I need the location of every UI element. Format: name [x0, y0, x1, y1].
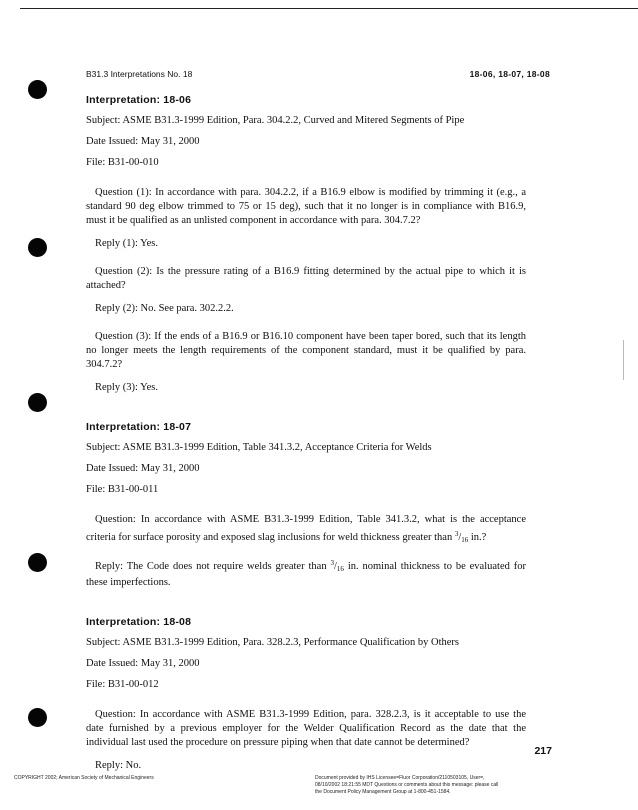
fraction: $^3/_{16}$	[454, 530, 469, 544]
margin-mark	[623, 340, 624, 380]
fraction-numerator: 3	[330, 559, 334, 567]
date-issued: Date Issued: May 31, 2000	[86, 136, 200, 147]
license-notice	[315, 775, 565, 796]
question-end: in.?	[470, 532, 487, 543]
fraction-denominator: 16	[336, 565, 344, 573]
question-1: Question (1): In accordance with para. 304.2.2, if a B16.9 elbow is modified by trimming it (e.g., a standard 90 deg elbow trimmed to 75 or 15 deg), such that it no longer is in compliance with B16.9, must it be qualified as an unlisted component in accordance with para. 304.7.2?	[86, 187, 526, 226]
reply-3: Reply (3): Yes.	[95, 382, 159, 393]
reply: Reply: No.	[95, 760, 142, 771]
reply-text: Reply: The Code does not require welds greater than	[95, 561, 327, 572]
interpretation-heading: Interpretation: 18-07	[86, 421, 192, 433]
date-issued: Date Issued: May 31, 2000	[86, 463, 200, 474]
reply	[86, 556, 526, 590]
question-3: Question (3): If the ends of a B16.9 or B16.10 component have been taper bored, such that its length no longer meets the length requirements of the component standard, must it be qualified by para. 304.7.2?	[86, 331, 526, 370]
fraction-numerator: 3	[454, 530, 459, 538]
top-rule	[20, 8, 638, 9]
subject-line: Subject: ASME B31.3-1999 Edition, Para. 328.2.3, Performance Qualification by Others	[86, 637, 459, 648]
file-number: File: B31-00-010	[86, 157, 159, 168]
running-range: 18-06, 18-07, 18-08	[469, 69, 550, 79]
file-number: File: B31-00-012	[86, 679, 159, 690]
license-line: the Document Policy Management Group at 1-800-451-1584.	[315, 789, 451, 795]
binder-hole	[28, 238, 47, 257]
question	[86, 513, 526, 547]
binder-hole	[28, 708, 47, 727]
file-number: File: B31-00-011	[86, 484, 159, 495]
license-line: Document provided by IHS Licensee=Fluor Corporation/2110503105, User=,	[315, 775, 485, 781]
date-issued: Date Issued: May 31, 2000	[86, 658, 200, 669]
question-text: Question: In accordance with ASME B31.3-1999 Edition, Table 341.3.2, what is the acceptance criteria for surface porosity and exposed slag inclusions for weld thickness greater than	[86, 514, 526, 543]
interpretation-18-08	[86, 616, 526, 773]
fraction-denominator: 16	[461, 536, 469, 544]
question-2: Question (2): Is the pressure rating of a B16.9 fitting determined by the actual pipe to which it is attached?	[86, 266, 526, 291]
page-content	[86, 94, 526, 799]
question: Question: In accordance with ASME B31.3-1999 Edition, para. 328.2.3, is it acceptable to use the date furnished by a previous employer for the Welder Qualification Record as the date that the individual last used the procedure on pressure piping when that date cannot be determined?	[86, 709, 526, 748]
page-number: 217	[534, 745, 552, 757]
copyright-notice: COPYRIGHT 2002; American Society of Mechanical Engineers	[14, 775, 154, 781]
reply-1: Reply (1): Yes.	[95, 238, 159, 249]
interpretation-heading: Interpretation: 18-06	[86, 94, 192, 106]
reply-end: in. nominal thickness to be evaluated for these imperfections.	[86, 561, 527, 588]
binder-hole	[28, 80, 47, 99]
fraction: $^3/_{16}$	[330, 559, 344, 573]
interpretation-18-07	[86, 421, 526, 590]
subject-line: Subject: ASME B31.3-1999 Edition, Para. 304.2.2, Curved and Mitered Segments of Pipe	[86, 115, 465, 126]
running-title: B31.3 Interpretations No. 18	[86, 69, 193, 79]
interpretation-18-06	[86, 94, 526, 395]
subject-line: Subject: ASME B31.3-1999 Edition, Table 341.3.2, Acceptance Criteria for Welds	[86, 442, 432, 453]
binder-hole	[28, 393, 47, 412]
binder-hole	[28, 553, 47, 572]
license-line: 08/10/2002 18:21:55 MDT Questions or comments about this message: please call	[315, 782, 499, 788]
interpretation-heading: Interpretation: 18-08	[86, 616, 192, 628]
reply-2: Reply (2): No. See para. 302.2.2.	[95, 303, 234, 314]
